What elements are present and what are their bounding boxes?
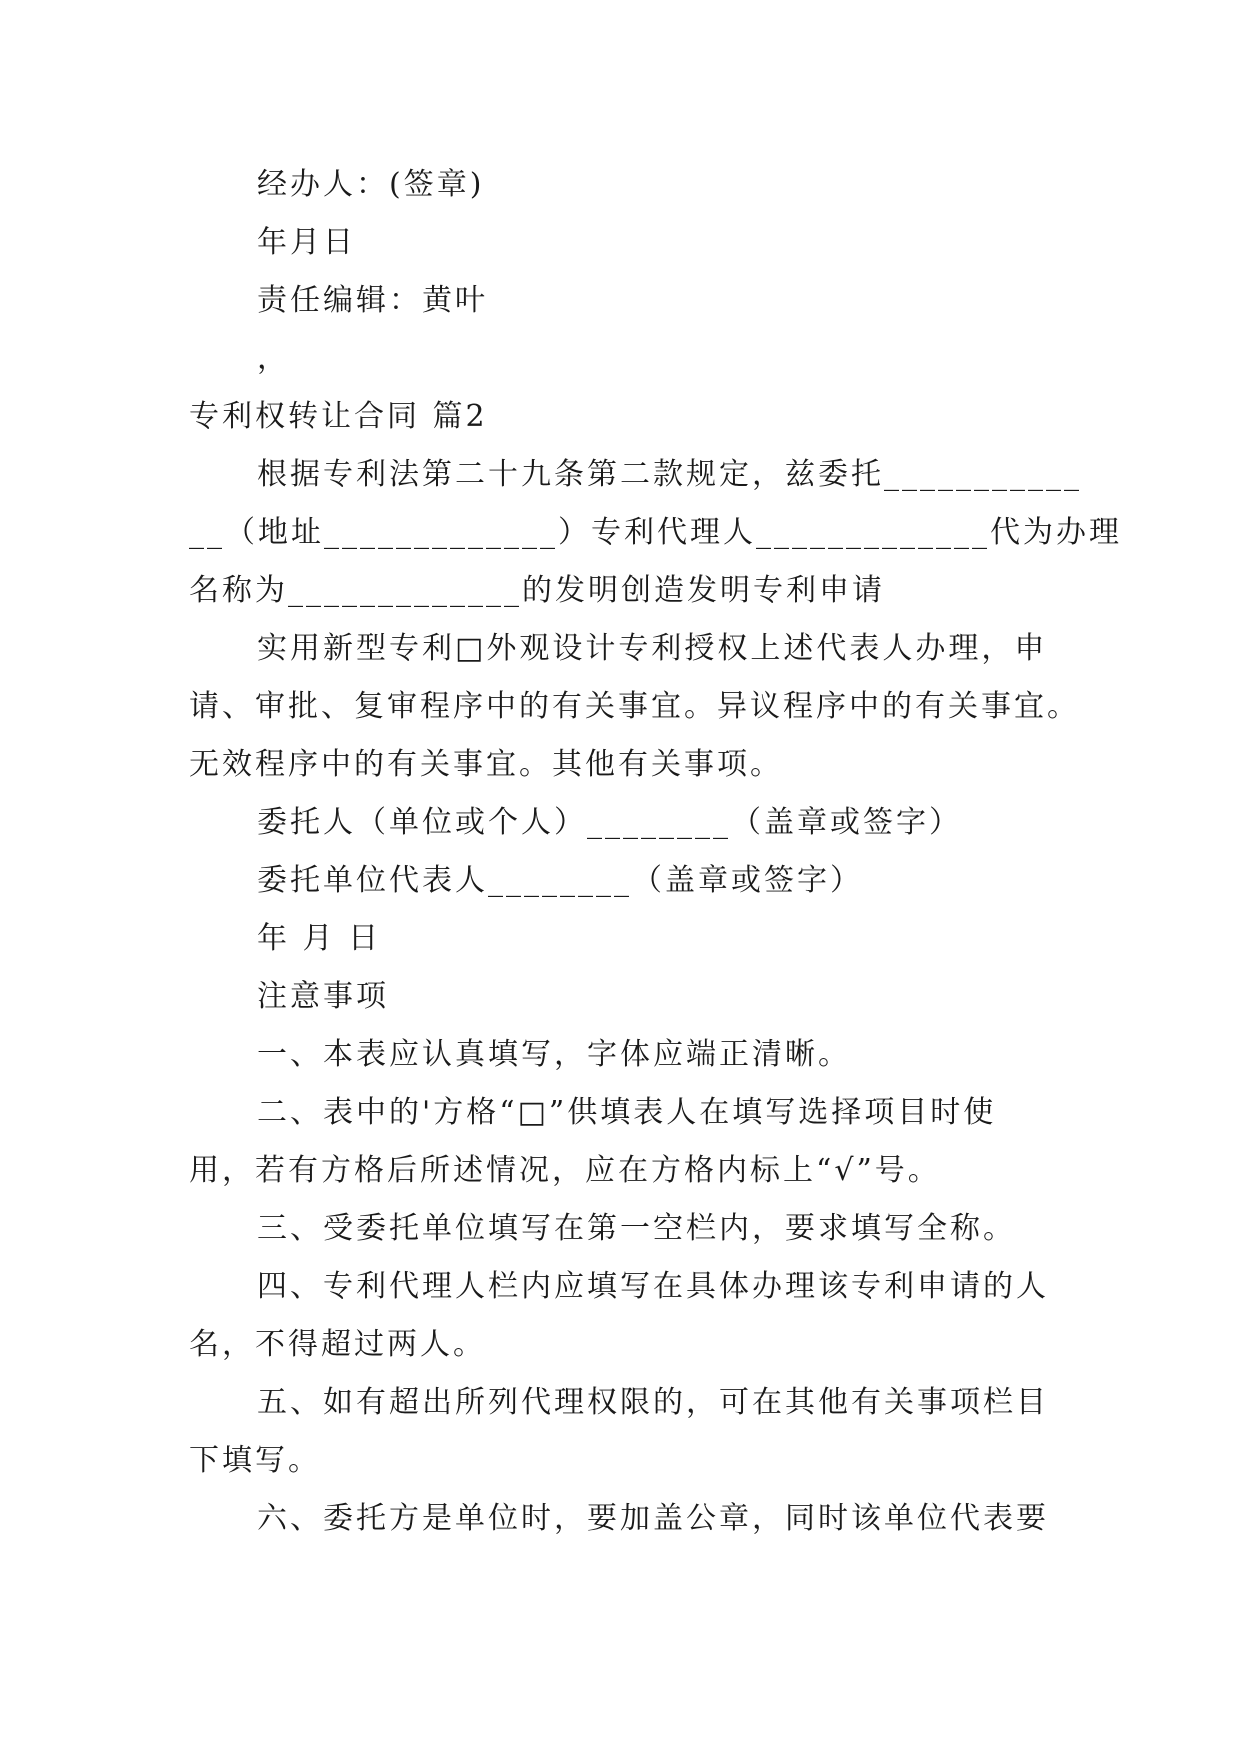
document-page bbox=[189, 156, 1122, 1548]
editor-line: 责任编辑：黄叶 bbox=[257, 283, 488, 318]
note-item: 一、本表应认真填写，字体应端正清晰。 bbox=[257, 1037, 851, 1072]
paragraph-line: 名称为_____________的发明创造发明专利申请 bbox=[189, 573, 885, 608]
note-item: 三、受委托单位填写在第一空栏内，要求填写全称。 bbox=[257, 1211, 1016, 1246]
note-item: 六、委托方是单位时，要加盖公章，同时该单位代表要 bbox=[257, 1501, 1049, 1536]
date-line: 年月日 bbox=[257, 225, 356, 260]
note-item: 二、表中的'方格“□”供填表人在填写选择项目时使 bbox=[257, 1095, 997, 1130]
section-title: 专利权转让合同 篇2 bbox=[189, 399, 488, 434]
paragraph-line: 无效程序中的有关事宜。其他有关事项。 bbox=[189, 747, 783, 782]
paragraph-line: 请、审批、复审程序中的有关事宜。异议程序中的有关事宜。 bbox=[189, 689, 1080, 724]
note-item-continued: 用，若有方格后所述情况，应在方格内标上“√”号。 bbox=[189, 1153, 941, 1188]
paragraph-line: 根据专利法第二十九条第二款规定，兹委托___________ bbox=[257, 457, 1082, 492]
note-item-continued: 下填写。 bbox=[189, 1443, 321, 1478]
signer-line: 经办人：(签章) bbox=[257, 167, 485, 202]
paragraph-line: 实用新型专利□外观设计专利授权上述代表人办理，申 bbox=[257, 631, 1048, 666]
principal-line: 委托人（单位或个人）________（盖章或签字） bbox=[257, 805, 962, 840]
note-item: 五、如有超出所列代理权限的，可在其他有关事项栏目 bbox=[257, 1385, 1049, 1420]
note-item: 四、专利代理人栏内应填写在具体办理该专利申请的人 bbox=[257, 1269, 1049, 1304]
comma-line: ， bbox=[257, 341, 290, 376]
notes-heading: 注意事项 bbox=[257, 979, 389, 1014]
note-item-continued: 名，不得超过两人。 bbox=[189, 1327, 486, 1362]
date-line: 年 月 日 bbox=[257, 921, 382, 956]
paragraph-line: __（地址_____________）专利代理人_____________代为办理 bbox=[189, 515, 1122, 550]
representative-line: 委托单位代表人________（盖章或签字） bbox=[257, 863, 863, 898]
